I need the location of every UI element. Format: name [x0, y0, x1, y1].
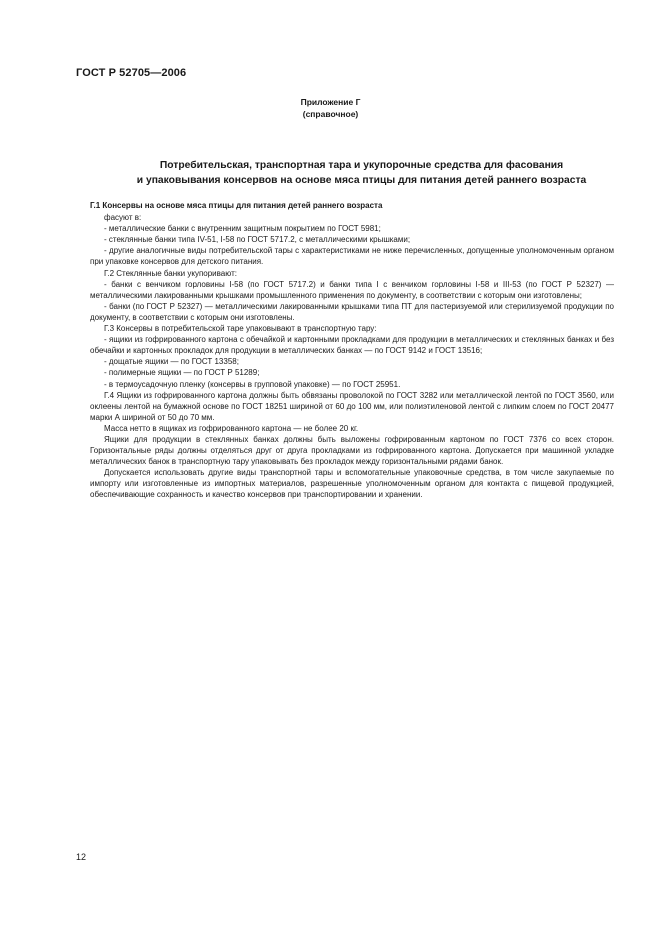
paragraph: Допускается использовать другие виды транспортной тары и вспомогательные упаковочные средства, в том числе закупаемые по импорту или изготовленные из импортных материалов, разрешенные уполномоченным органом для контакта с пищевой продукцией, обеспечивающие сохранность и качество консервов при транспортировании и хранении. [90, 468, 614, 500]
appendix-title: Приложение Г [300, 97, 361, 107]
section-heading: Г.1 Консервы на основе мяса птицы для питания детей раннего возраста [90, 201, 383, 210]
list-item: - банки с венчиком горловины I-58 (по ГОСТ 5717.2) и банки типа I с венчиком горловины I-58 и III-53 (по ГОСТ Р 52327) — металлическими лакированными крышками промышленного применения по документу, в соответствии с которым они изготовлены; [90, 279, 614, 300]
list-item: - другие аналогичные виды потребительской тары с характеристиками не ниже перечисленных, допущенные уполномоченным органом при упаковке консервов для детского питания. [90, 246, 614, 267]
paragraph: Г.4 Ящики из гофрированного картона должны быть обвязаны проволокой по ГОСТ 3282 или металлической лентой по ГОСТ 3560, или оклеены лентой на бумажной основе по ГОСТ 18251 шириной от 60 до 100 мм, или полиэтиленовой лентой с липким слоем по ГОСТ 20477 марки А шириной от 50 до 70 мм. [90, 390, 614, 422]
list-item: - металлические банки с внутренним защитным покрытием по ГОСТ 5981; [104, 224, 381, 234]
document-title [60, 158, 661, 188]
page-number: 12 [76, 852, 87, 862]
list-item: - стеклянные банки типа IV-51, I-58 по ГОСТ 5717.2, с металлическими крышками; [104, 235, 411, 245]
list-item: - дощатые ящики — по ГОСТ 13358; [104, 357, 239, 367]
list-item: - ящики из гофрированного картона с обечайкой и картонными прокладками для продукции в металлических и стеклянных банках и без обечайки и картонных прокладок для продукции в металлических банках — по ГОСТ 9142 и ГОСТ 13516; [90, 335, 614, 356]
list-item: - полимерные ящики — по ГОСТ Р 51289; [104, 368, 260, 378]
paragraph: Ящики для продукции в стеклянных банках должны быть выложены гофрированным картоном по ГОСТ 7376 со всех сторон. Горизонтальные ряды должны отделяться друг от друга прокладками из гофрированного картона. Допускается при машинной укладке металлических банок в транспортную тару упаковывать без прокладок между горизонтальными рядами банок. [90, 434, 614, 467]
standard-id: ГОСТ Р 52705—2006 [76, 67, 187, 79]
list-item: - банки (по ГОСТ Р 52327) — металлическими лакированными крышками типа ПТ для пастеризуемой или стерилизуемой продукции по документу, в соответствии с которым они изготовлены. [90, 301, 614, 322]
clause-heading: Г.3 Консервы в потребительской таре упаковывают в транспортную тару: [104, 324, 377, 334]
paragraph: Масса нетто в ящиках из гофрированного картона — не более 20 кг. [104, 423, 359, 433]
document-title-line-1: Потребительская, транспортная тара и укупорочные средства для фасования [159, 160, 564, 171]
paragraph: фасуют в: [104, 213, 142, 223]
document-body [90, 200, 614, 501]
appendix-subtitle: (справочное) [302, 109, 359, 119]
clause-heading: Г.2 Стеклянные банки укупоривают: [104, 268, 237, 278]
list-item: - в термоусадочную пленку (консервы в групповой упаковке) — по ГОСТ 25951. [104, 379, 401, 389]
document-title-line-2: и упаковывания консервов на основе мяса птицы для питания детей раннего возраста [136, 175, 587, 186]
